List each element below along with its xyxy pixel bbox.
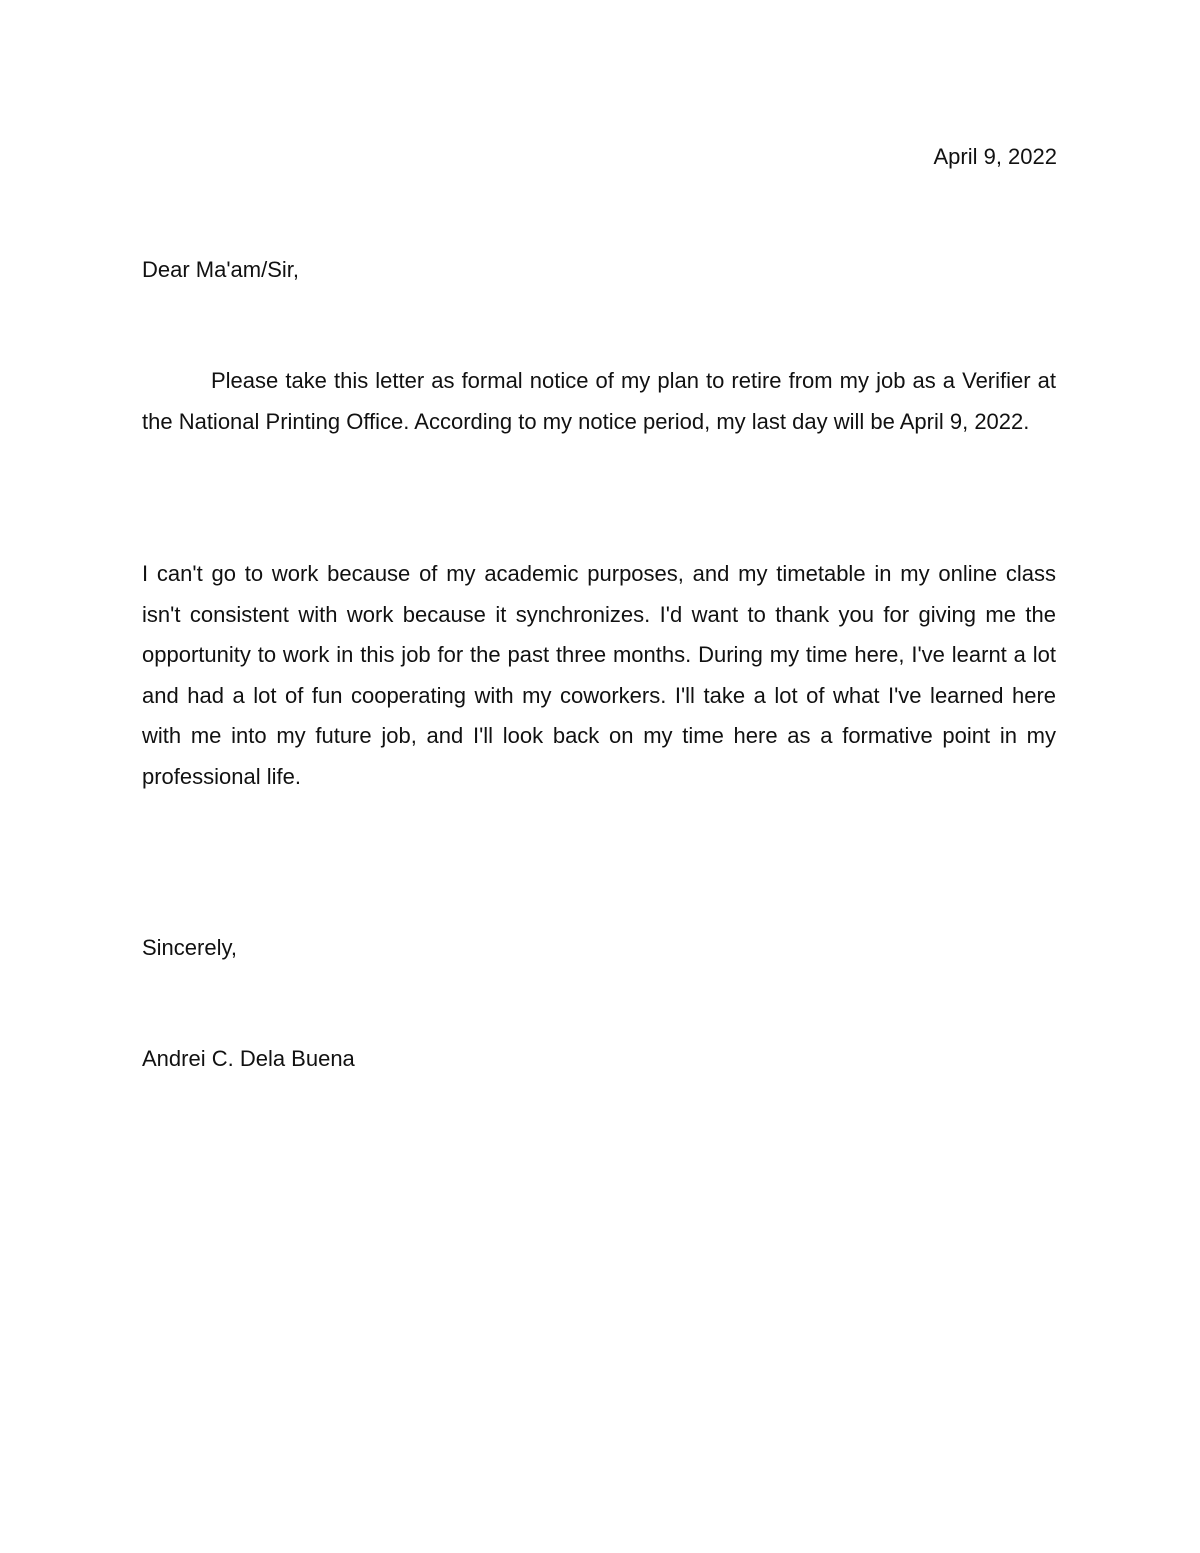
signature-name: Andrei C. Dela Buena xyxy=(142,1046,355,1071)
letter-closing: Sincerely, xyxy=(142,935,237,960)
letter-date: April 9, 2022 xyxy=(933,144,1057,169)
letter-salutation: Dear Ma'am/Sir, xyxy=(142,257,300,282)
letter-paragraph-1: Please take this letter as formal notice of my plan to retire from my job as a Verifier at the National Printing Office. According to my notice period, my last day will be April 9, 2022. xyxy=(142,368,1056,434)
letter-paragraph-2: I can't go to work because of my academic purposes, and my timetable in my online class isn't consistent with work because it synchronizes. I'd want to thank you for giving me the opportunity to work in this job for the past three months. During my time here, I've learnt a lot and had a lot of fun cooperating with my coworkers. I'll take a lot of what I've learned here with me into my future job, and I'll look back on my time here as a formative point in my professional life. xyxy=(142,561,1056,789)
